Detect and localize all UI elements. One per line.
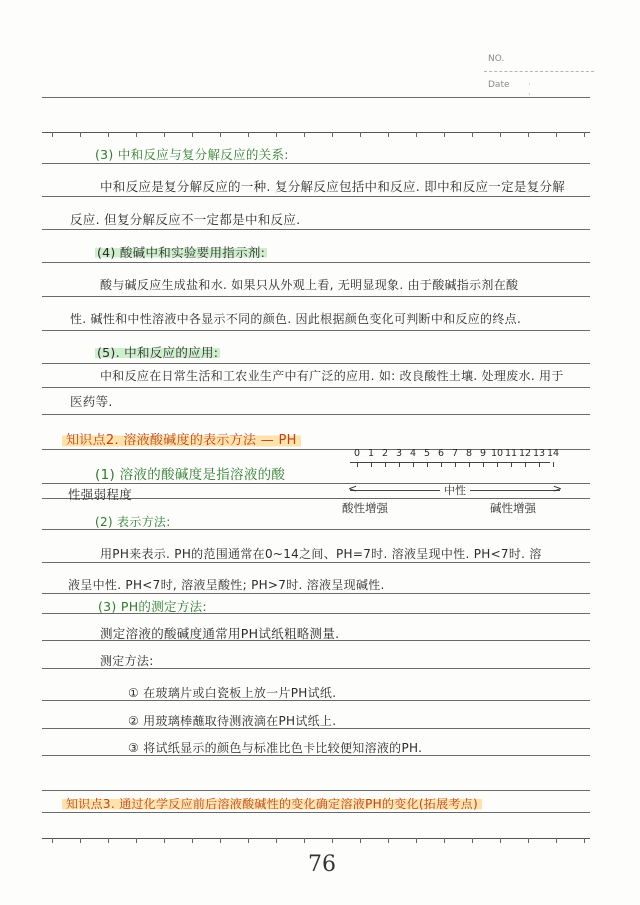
rule-line [42, 790, 590, 791]
no-label: NO. [488, 54, 505, 64]
neutral-label: 中性 [444, 484, 466, 497]
ph-tick-label: 5 [423, 448, 431, 459]
knowledge-point-2-heading: 知识点2. 溶液酸碱度的表示方法 — PH [62, 433, 301, 448]
ph-tick-label: 6 [437, 448, 445, 459]
rule-line [42, 163, 590, 164]
no-line [484, 71, 594, 72]
rule-line [42, 296, 590, 297]
kp2-representation-body-line-1: 用PH来表示. PH的范围通常在0~14之间、PH=7时. 溶液呈现中性. PH<7时. 溶 [100, 547, 542, 561]
ph-tick-label: 13 [532, 448, 546, 459]
arrow-left-icon [350, 490, 440, 491]
rule-line [42, 387, 590, 388]
ph-tick-label: 14 [546, 448, 560, 459]
kp2-representation-heading: (2) 表示方法: [95, 515, 171, 529]
kp2-representation-body-line-2: 液呈中性. PH<7时, 溶液呈酸性; PH>7时. 溶液呈现碱性. [68, 578, 385, 592]
section-5-body-line-1: 中和反应在日常生活和工农业生产中有广泛的应用. 如: 改良酸性土壤. 处理废水. 用于 [100, 369, 564, 383]
section-3-heading: (3) 中和反应与复分解反应的关系: [95, 147, 289, 162]
ph-tick-label: 2 [381, 448, 389, 459]
rule-line [42, 593, 590, 594]
ph-tick-label: 12 [518, 448, 532, 459]
ph-scale-diagram [342, 448, 560, 518]
ph-tick-label: 7 [451, 448, 459, 459]
rule-line [42, 812, 590, 813]
kp2-method-label: 测定方法: [100, 654, 154, 668]
ph-direction-arrows [350, 482, 560, 498]
kp2-method-step-3: ③ 将试纸显示的颜色与标准比色卡比较便知溶液的PH. [128, 741, 423, 755]
ph-tick-label: 11 [504, 448, 518, 459]
date-label: Date [488, 80, 510, 90]
section-5-body-line-2: 医药等. [70, 394, 113, 409]
ph-tick-label: 0 [353, 448, 361, 459]
section-3-body-line-2: 反应. 但复分解反应不一定都是中和反应. [70, 212, 301, 227]
kp2-definition-line-1: (1) 溶液的酸碱度是指溶液的酸 [95, 467, 286, 483]
rule-line [42, 363, 590, 364]
section-4-heading: (4) 酸碱中和实验要用指示剂: [97, 245, 266, 260]
section-3-body-line-1: 中和反应是复分解反应的一种. 复分解反应包括中和反应. 即中和反应一定是复分解 [100, 179, 566, 194]
tick-marks [42, 132, 590, 137]
ph-tick-label: 10 [490, 448, 504, 459]
section-4-body-line-2: 性. 碱性和中性溶液中各显示不同的颜色. 因此根据颜色变化可判断中和反应的终点. [70, 312, 522, 326]
acid-increase-label: 酸性增强 [342, 501, 388, 515]
ph-tick-label: 9 [479, 448, 487, 459]
ph-scale-axis [350, 462, 550, 463]
base-increase-label: 碱性增强 [490, 501, 536, 515]
kp2-measure-body: 测定溶液的酸碱度通常用PH试纸粗略测量. [100, 626, 340, 641]
kp2-method-step-2: ② 用玻璃棒蘸取待测液滴在PH试纸上. [128, 714, 337, 728]
arrow-right-icon [470, 490, 560, 491]
ph-tick-label: 3 [395, 448, 403, 459]
rule-line [42, 97, 590, 98]
rule-line [42, 262, 590, 263]
rule-line [42, 562, 590, 563]
tick-marks [42, 838, 590, 843]
kp2-measure-heading: (3) PH的测定方法: [98, 599, 207, 614]
ph-tick-label: 4 [409, 448, 417, 459]
page-number: 76 [308, 852, 336, 877]
kp2-definition-line-2: 性强弱程度 [68, 487, 133, 502]
rule-line [42, 414, 590, 415]
rule-line [42, 330, 590, 331]
kp2-method-step-1: ① 在玻璃片或白瓷板上放一片PH试纸. [128, 686, 337, 700]
date-separators: · · [528, 80, 549, 100]
rule-line [42, 229, 590, 230]
ph-tick-label: 8 [465, 448, 473, 459]
knowledge-point-3-heading: 知识点3. 通过化学反应前后溶液酸碱性的变化确定溶液PH的变化(拓展考点) [62, 797, 482, 811]
section-5-heading: (5). 中和反应的应用: [97, 345, 219, 360]
rule-line [42, 196, 590, 197]
ph-tick-label: 1 [367, 448, 375, 459]
ph-scale-numbers [350, 448, 560, 459]
section-4-body-line-1: 酸与碱反应生成盐和水. 如果只从外观上看, 无明显现象. 由于酸碱指示剂在酸 [100, 278, 519, 292]
